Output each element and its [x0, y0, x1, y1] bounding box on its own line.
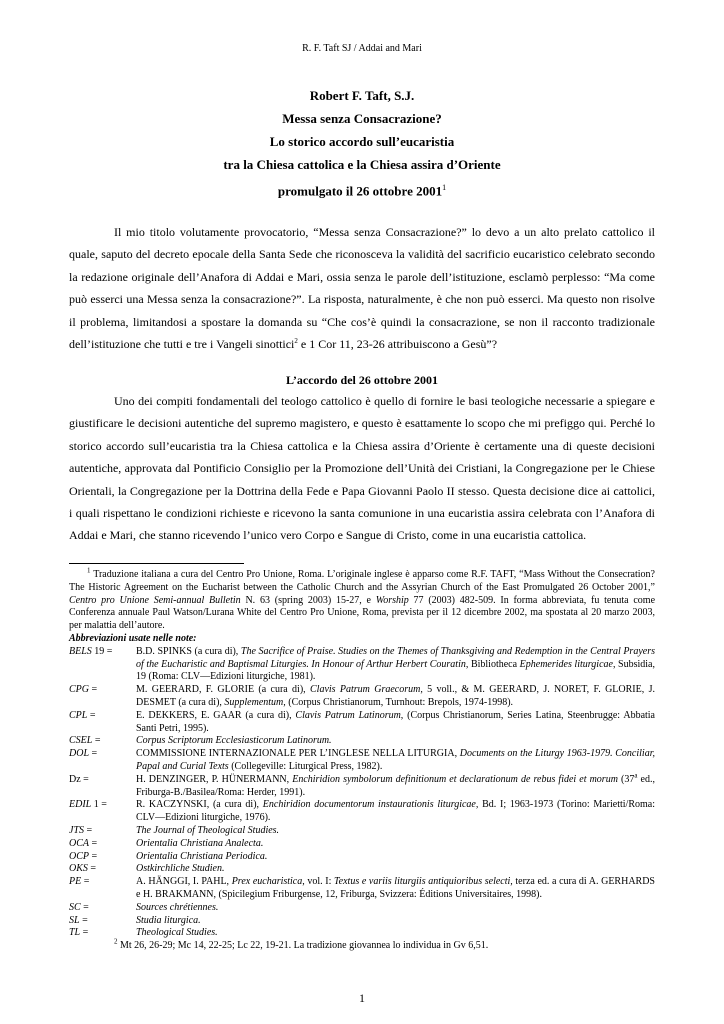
title-line-4-text: promulgato il 26 ottobre 2001: [277, 183, 443, 199]
title-line-1: Messa senza Consacrazione?: [282, 111, 442, 126]
abbr-key: CPG =: [69, 684, 98, 696]
abbr-row-edil: [69, 799, 655, 825]
footnote-ref-1[interactable]: 1: [442, 183, 447, 192]
abbr-value: Orientalia Christiana Periodica.: [136, 850, 268, 862]
abbr-row-ocp: [69, 851, 655, 864]
abbr-key: OKS =: [69, 863, 97, 875]
footnote-divider: [69, 563, 244, 564]
abbr-value: COMMISSIONE INTERNAZIONALE PER L’INGLESE NELLA LITURGIA, Documents on the Liturgy 1963-1979. Conciliar, Papal and Curial Texts (Collegeville: Liturgical Press, 1982).: [136, 748, 655, 772]
abbr-key: JTS =: [69, 824, 93, 836]
abbr-key: DOL =: [69, 748, 98, 760]
section-paragraph: [69, 390, 655, 547]
abbr-row-jts: [69, 825, 655, 838]
abbr-value: Theological Studies.: [136, 927, 218, 939]
abbr-value: M. GEERARD, F. GLORIE (a cura di), Clavis Patrum Graecorum, 5 voll., & M. GEERARD, J. NORET, F. GLORIE, J. DESMET (a cura di), Supplementum, (Corpus Christianorum, Turnhout: Brepols, 1974-1998).: [136, 684, 655, 708]
footnote-1-text: Traduzione italiana a cura del Centro Pro Unione, Roma. L’originale inglese è apparso come R.F. TAFT, “Mass Without the Consecration? The Historic Agreement on the Eucharist between the Catholic Church and the Assyrian Church of the East Promulgated 26 October 2001,”: [69, 569, 655, 593]
abbr-value: Studia liturgica.: [136, 914, 201, 926]
abbr-value: Sources chrétiennes.: [136, 901, 219, 913]
abbr-key: EDIL 1 =: [69, 799, 107, 811]
abbr-row-dz: [69, 771, 655, 800]
abbr-row-sl: [69, 915, 655, 928]
abbr-key: Dz =: [69, 773, 89, 785]
abbr-key: OCP =: [69, 850, 98, 862]
abbr-key: OCA =: [69, 837, 98, 849]
abbr-key: BELS 19 =: [69, 645, 113, 657]
footnote-2-number: 2: [114, 937, 118, 946]
abbr-value: R. KACZYNSKI, (a cura di), Enchiridion documentorum instaurationis liturgicae, Bd. I; 1963-1973 (Torino: Marietti/Roma: CLV—Edizioni liturgiche, 1976).: [136, 799, 656, 824]
abbr-row-sc: [69, 902, 655, 915]
abbr-row-bels: [69, 646, 655, 684]
abbr-row-cpl: [69, 710, 655, 736]
abbr-key: PE =: [69, 876, 90, 888]
page-number: 1: [359, 991, 365, 1005]
footnote-2-text: Mt 26, 26-29; Mc 14, 22-25; Lc 22, 19-21. La tradizione giovannea lo individua in Gv 6,51.: [117, 940, 489, 952]
intro-text-b: e 1 Cor 11, 23-26 attribuiscono a Gesù”?: [297, 337, 498, 352]
abbr-key: SL =: [69, 914, 88, 926]
section-text: Uno dei compiti fondamentali del teologo cattolico è quello di fornire le basi teologiche necessarie a spiegare e giustificare le decisioni autentiche del supremo magistero, e questo è esattamente lo scopo che mi prefiggo qui. Perché lo storico accordo sull’eucaristia tra la Chiesa cattolica e la Chiesa assira d’Oriente è certamente una di queste decisioni autentiche, approvata dal Pontificio Consiglio per la Promozione dell’Unità dei Cristiani, la Congregazione per le Chiese Orientali, la Congregazione per la Dottrina della Fede e Papa Giovanni Paolo II stesso. Questa decisione dice ai cattolici, i quali rispettano le condizioni richieste e ricevono la santa comunione in una eucaristia assira celebrata con l’Anafora di Addai e Mari, che stanno ricevendo l’unico vero Corpo e Sangue di Cristo, come in una eucaristia cattolica.: [69, 394, 655, 543]
footnote-2: [69, 937, 655, 953]
abbr-value: Corpus Scriptorum Ecclesiasticorum Latinorum.: [136, 735, 332, 747]
intro-paragraph: [69, 221, 655, 355]
title-line-2: Lo storico accordo sull’eucaristia: [269, 134, 455, 149]
footnote-1-text-2: N. 63 (spring 2003) 15-27, e: [240, 594, 376, 606]
abbr-key: CSEL =: [69, 735, 101, 747]
running-header: R. F. Taft SJ / Addai and Mari: [302, 43, 422, 54]
abbr-value: Ostkirchliche Studien.: [136, 863, 225, 875]
abbr-key: SC =: [69, 901, 89, 913]
abbr-value: A. HÄNGGI, I. PAHL, Prex eucharistica, vol. I: Textus e variis liturgiis antiquioribus selecti, terza ed. a cura di A. GERHARDS e H. BRAKMANN, (Spicilegium Friburgense, 12, Friburga, Svizzera: Éditions Universitaires, 1998).: [136, 876, 655, 900]
footnote-1-journal: Centro pro Unione Semi-annual Bulletin: [69, 594, 241, 606]
footnote-ref-2[interactable]: 2: [294, 337, 298, 346]
abbr-key: TL =: [69, 927, 89, 939]
footnote-1-number: 1: [87, 566, 91, 575]
abbreviations-heading: Abbreviazioni usate nelle note:: [69, 633, 197, 644]
abbreviations-list: [69, 633, 655, 953]
abbr-row-pe: [69, 876, 655, 902]
abbr-value: The Journal of Theological Studies.: [136, 824, 280, 836]
abbr-value: H. DENZINGER, P. HÜNERMANN, Enchiridion symbolorum definitionum et declarationum de rebus fidei et morum (37$^a$ ed., Friburga-B./Basilea/Roma: Herder, 1991).: [136, 771, 655, 798]
title-line-4: [0, 176, 724, 202]
footnote-1-text-3: 77 (2003) 482-509. In forma abbreviata, fu tenuta come Conferenza annuale Paul Watson/Lurana White del Centro Pro Unione, Roma, prevista per il 12 dicembre 2002, ma spostata al 20 marzo 2003, per malattia dell’autore.: [69, 594, 656, 632]
abbr-value: E. DEKKERS, E. GAAR (a cura di), Clavis Patrum Latinorum, (Corpus Christianorum, Series Latina, Steenbrugge: Abbatia Santi Petri, 1995).: [136, 709, 655, 734]
section-heading: L’accordo del 26 ottobre 2001: [286, 373, 438, 387]
title-line-3: tra la Chiesa cattolica e la Chiesa assira d’Oriente: [223, 157, 501, 172]
abbr-key: CPL =: [69, 709, 96, 721]
author-name: Robert F. Taft, S.J.: [309, 88, 415, 103]
abbr-row-dol: [69, 748, 655, 774]
abbr-row-oks: [69, 863, 655, 876]
abbr-row-tl: [69, 927, 655, 940]
abbr-row-cpg: [69, 684, 655, 710]
intro-text-a: Il mio titolo volutamente provocatorio, “Messa senza Consacrazione?” lo devo a un alto prelato cattolico il quale, saputo del decreto epocale della Santa Sede che riconosceva la validità del sacrificio eucaristico celebrato secondo la redazione originale dell’Anafora di Addai e Mari, ossia senza le parole dell’istituzione, esclamò perplesso: “Ma come può esserci una Messa senza la consacrazione?”. La risposta, naturalmente, è che non può esserci. Ma questo non risolve il problema, limitandosi a spostare la domanda su “Che cos’è quindi la consacrazione, se non il racconto tradizionale dell’istituzione che tutti e tre i Vangeli sinottici: [69, 225, 655, 352]
abbr-value: Orientalia Christiana Analecta.: [136, 837, 264, 849]
abbr-value: B.D. SPINKS (a cura di), The Sacrifice of Praise. Studies on the Themes of Thanksgiving and Redemption in the Central Prayers of the Eucharistic and Baptismal Liturgies. In Honour of Arthur Herbert Couratin, Bibliotheca Ephemerides liturgicae, Subsidia, 19 (Roma: CLV—Edizioni liturgiche, 1981).: [136, 645, 655, 683]
footnote-1-worship: Worship: [375, 594, 409, 606]
footnote-1: [69, 566, 656, 633]
abbr-row-oca: [69, 838, 655, 851]
abbr-row-csel: [69, 735, 655, 748]
